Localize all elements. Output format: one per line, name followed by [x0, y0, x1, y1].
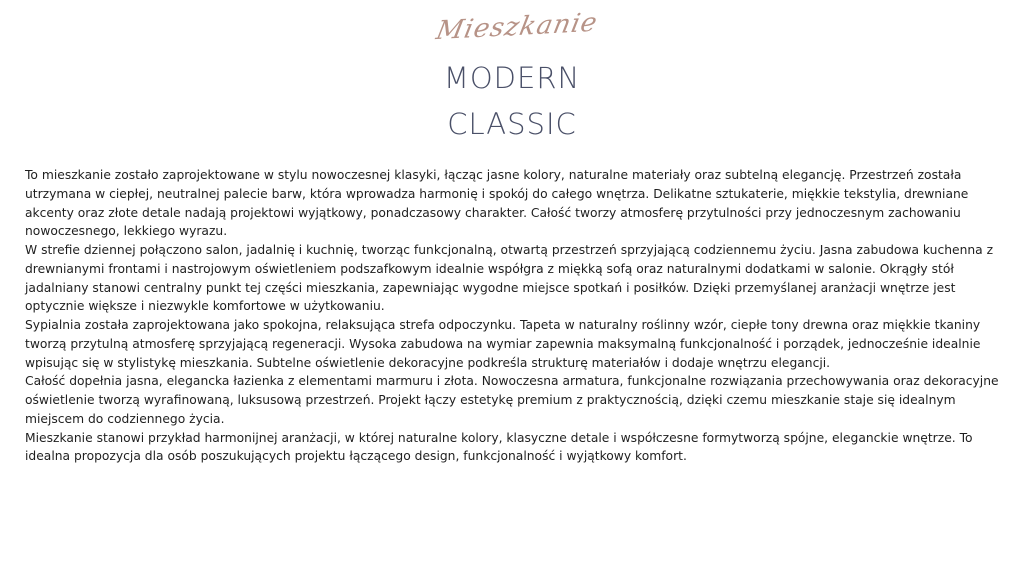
title-modern: MODERN — [443, 61, 581, 95]
paragraph-bathroom: Całość dopełnia jasna, elegancka łazienka z elementami marmuru i złota. Nowoczesna armatura, funkcjonalne rozwiązania przechowywania oraz dekoracyjne oświetlenie tworzą wyrafinowaną, luksusową przestrzeń. Projekt łączy estetykę premium z praktycznością, dzięki czemu mieszkanie staje się idealnym miejscem do codziennego życia. — [25, 374, 999, 426]
paragraph-bedroom: Sypialnia została zaprojektowana jako spokojna, relaksująca strefa odpoczynku. Tapeta w naturalny roślinny wzór, ciepłe tony drewna oraz miękkie tkaniny tworzą przytulną atmosferę sprzyjającą regeneracji. Wysoka zabudowa na wymiar zapewnia maksymalną funkcjonalność i porządek, jednocześnie idealnie wpisując się w stylistykę mieszkania. Subtelne oświetlenie dekoracyjne podkreśla strukturę materiałów i dodaje wnętrzu elegancji. — [25, 318, 981, 370]
paragraph-summary: Mieszkanie stanowi przykład harmonijnej aranżacji, w której naturalne kolory, klasyczne detale i współczesne formytworzą spójne, eleganckie wnętrze. To idealna propozycja dla osób poszukujących projektu łączącego design, funkcjonalność i wyjątkowy komfort. — [25, 430, 973, 464]
paragraph-living-area: W strefie dziennej połączono salon, jadalnię i kuchnię, tworząc funkcjonalną, otwartą przestrzeń sprzyjającą codziennemu życiu. Jasna zabudowa kuchenna z drewnianymi frontami i nastrojowym oświetleniem podszafkowym idealnie współgra z miękką sofą oraz naturalnymi dodatkami w salonie. Okrągły stół jadalniany stanowi centralny punkt tej części mieszkania, zapewniając wygodne miejsce spotkań i posiłków. Dzięki przemyślanej aranżacji wnętrze jest optycznie większe i niezwykle komfortowe w użytkowaniu. — [25, 243, 994, 314]
paragraph-intro: To mieszkanie zostało zaprojektowane w stylu nowoczesnej klasyki, łącząc jasne kolory, naturalne materiały oraz subtelną elegancję. Przestrzeń została utrzymana w ciepłej, neutralnej palecie barw, która wprowadza harmonię i spokój do całego wnętrza. Delikatne sztukaterie, miękkie tekstylia, drewniane akcenty oraz złote detale nadają projektowi wyjątkowy, ponadczasowy charakter. Całość tworzy atmosferę przytulności przy jednoczesnym zachowaniu nowoczesnego, lekkiego wyrazu. — [25, 168, 969, 239]
script-title: Mieszkanie — [433, 7, 601, 47]
title-classic: CLASSIC — [447, 107, 577, 141]
description-text — [25, 166, 1010, 466]
